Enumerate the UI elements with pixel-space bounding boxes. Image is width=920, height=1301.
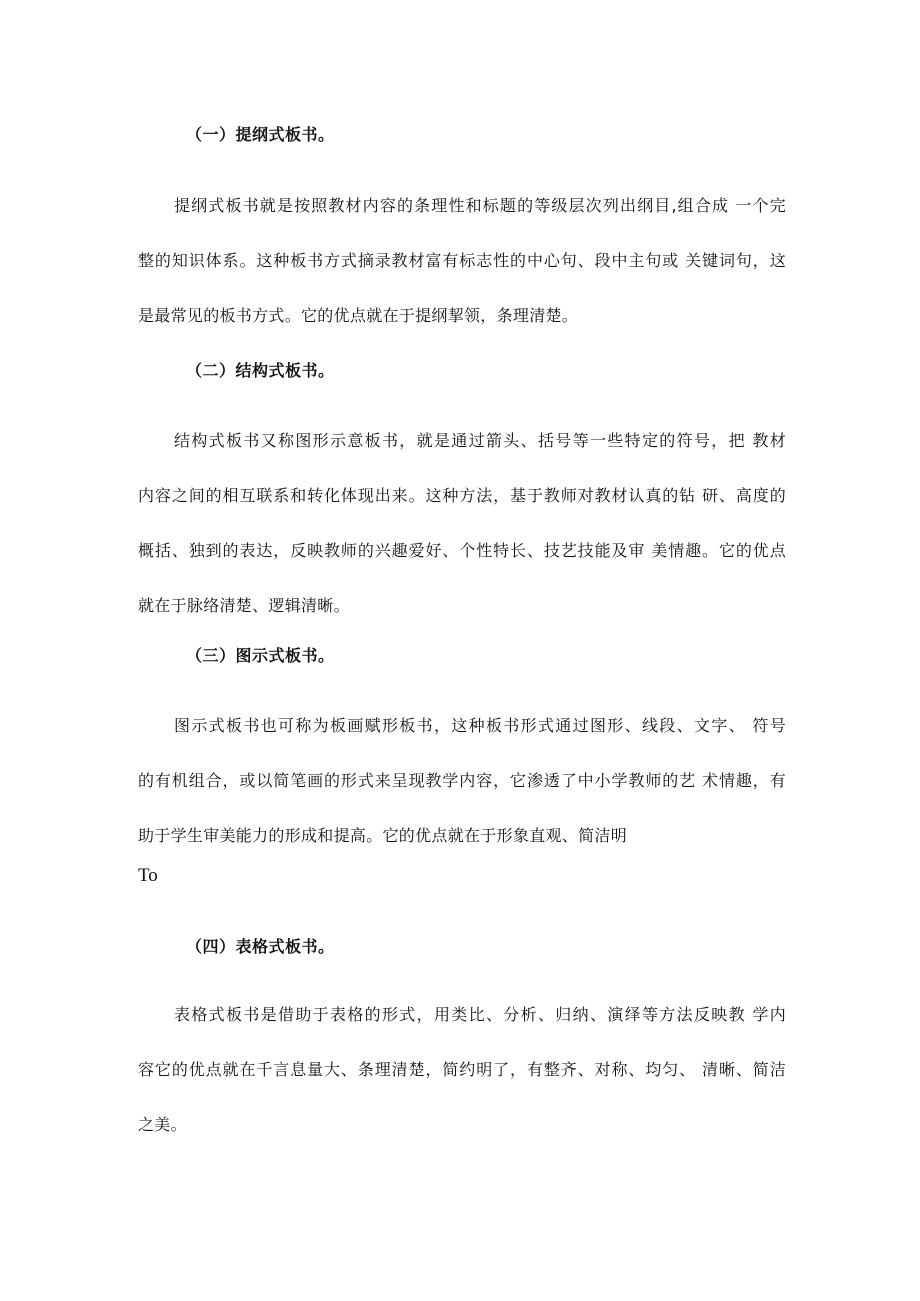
stray-text: To xyxy=(138,865,158,886)
section-heading-2: （二）结构式板书。 xyxy=(186,361,335,380)
paragraph-line: 容它的优点就在千言息量大、条理清楚，简约明了，有整齐、对称、均匀、 清晰、简洁 xyxy=(138,1060,786,1079)
paragraph-line: 结构式板书又称图形示意板书，就是通过箭头、括号等一些特定的符号，把 教材 xyxy=(174,431,786,450)
section-heading-1: （一）提纲式板书。 xyxy=(186,125,335,144)
section-paragraph-4 xyxy=(138,1004,786,1136)
section-heading-4: （四）表格式板书。 xyxy=(186,937,335,956)
paragraph-line: 表格式板书是借助于表格的形式，用类比、分析、归纳、演绎等方法反映教 学内 xyxy=(174,1005,786,1024)
section-paragraph-1 xyxy=(138,195,786,327)
paragraph-line: 是最常见的板书方式。它的优点就在于提纲挈领，条理清楚。 xyxy=(138,306,579,325)
section-paragraph-3 xyxy=(138,715,786,847)
paragraph-line: 内容之间的相互联系和转化体现出来。这种方法，基于教师对教材认真的钻 研、高度的 xyxy=(138,486,786,505)
paragraph-line: 图示式板书也可称为板画赋形板书，这种板书形式通过图形、线段、文字、 符号 xyxy=(174,716,786,735)
paragraph-line: 的有机组合，或以简笔画的形式来呈现教学内容，它渗透了中小学教师的艺 术情趣，有 xyxy=(138,771,786,790)
paragraph-line: 就在于脉络清楚、逻辑清晰。 xyxy=(138,596,350,615)
paragraph-line: 整的知识体系。这种板书方式摘录教材富有标志性的中心句、段中主句或 关键词句，这 xyxy=(138,251,786,270)
paragraph-line: 之美。 xyxy=(138,1115,187,1134)
paragraph-line: 提纲式板书就是按照教材内容的条理性和标题的等级层次列出纲目,组合成 一个完 xyxy=(174,196,786,215)
paragraph-line: 概括、独到的表达，反映教师的兴趣爱好、个性特长、技艺技能及审 美情趣。它的优点 xyxy=(138,541,786,560)
section-heading-3: （三）图示式板书。 xyxy=(186,646,335,665)
paragraph-line: 助于学生审美能力的形成和提高。它的优点就在于形象直观、简洁明 xyxy=(138,826,628,845)
section-paragraph-2 xyxy=(138,430,786,617)
